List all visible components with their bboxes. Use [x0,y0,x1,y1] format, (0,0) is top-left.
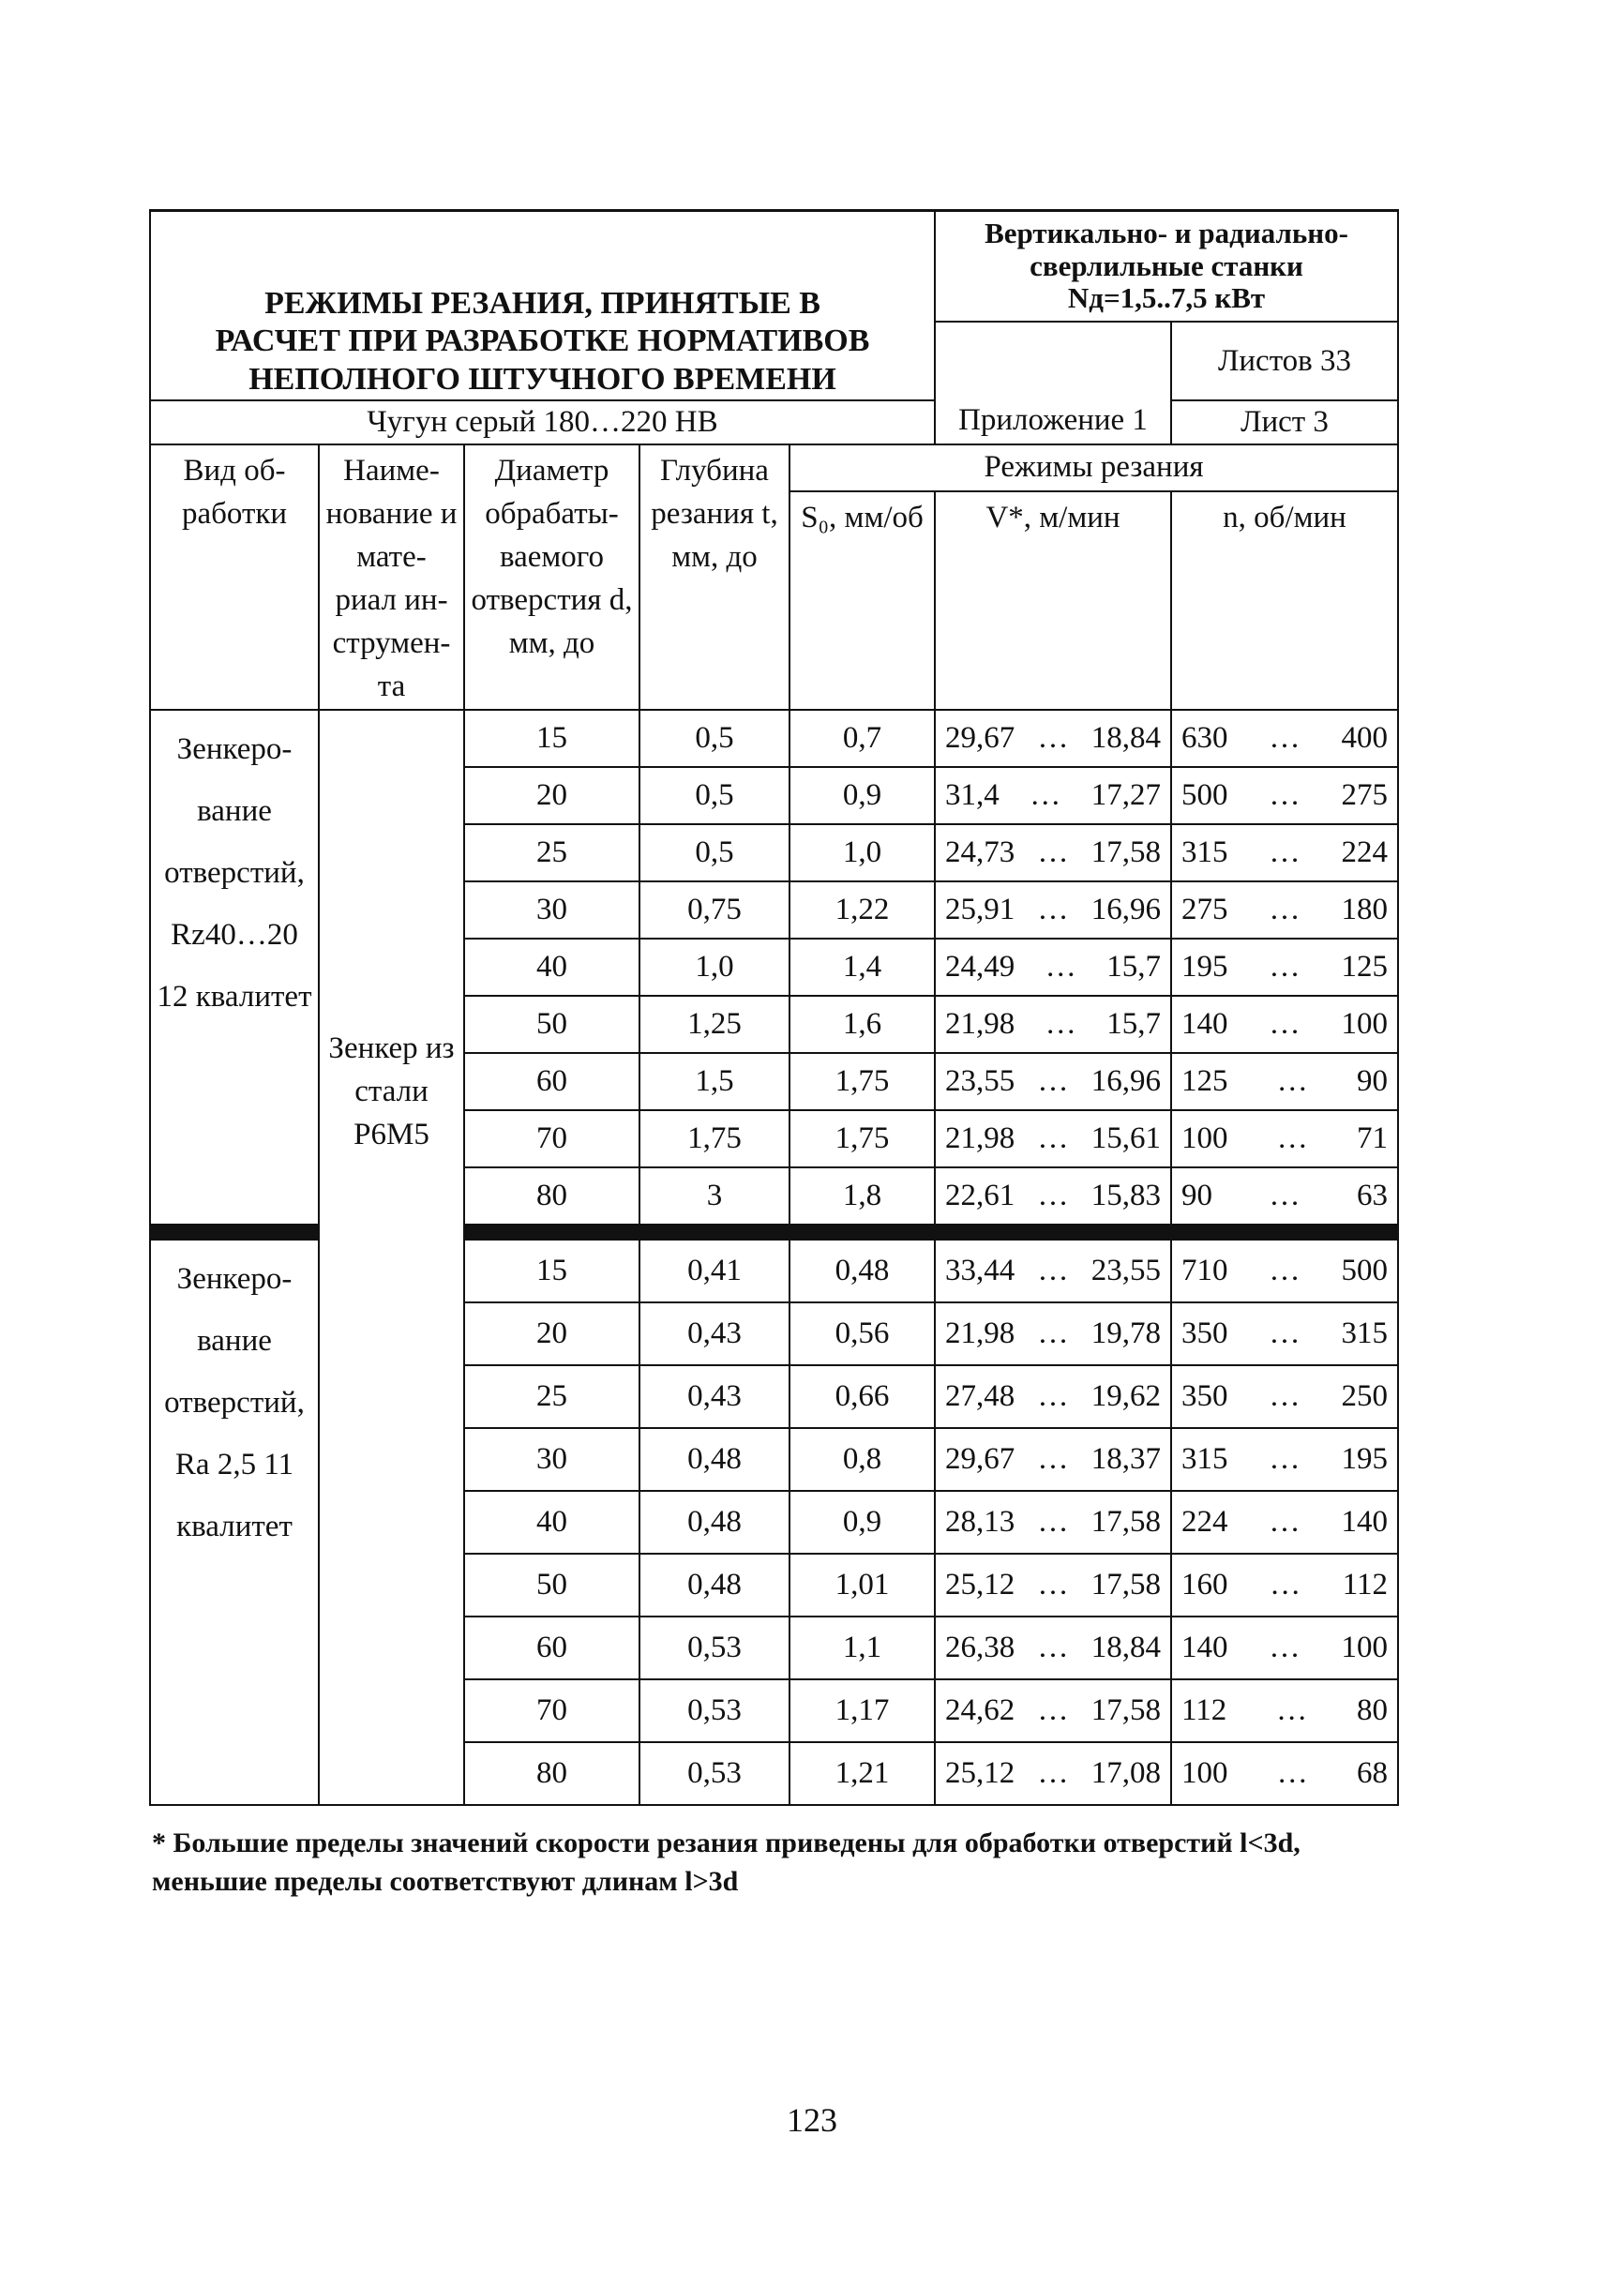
feed-cell: 0,9 [789,1491,935,1554]
feed-cell: 1,75 [789,1053,935,1110]
speed-cell-max: 21,98 [945,1120,1015,1155]
rpm-cell-min: 500 [1341,1253,1388,1287]
range-dots: … [1037,1063,1069,1098]
speed-cell [935,1679,1171,1742]
range-dots: … [1269,835,1301,869]
rpm-cell-range [1178,1313,1391,1355]
col-header-rpm: n, об/мин [1171,491,1398,710]
speed-cell-min: 23,55 [1090,1253,1161,1287]
range-dots: … [1269,1253,1301,1287]
speed-cell-range [941,1003,1165,1045]
rpm-cell-min: 224 [1341,835,1388,869]
range-dots: … [1037,1692,1069,1727]
speed-cell-min: 17,58 [1090,835,1161,869]
feed-cell: 1,4 [789,939,935,996]
sheets-total: Листов 33 [1171,322,1398,400]
speed-cell-max: 28,13 [945,1504,1015,1539]
speed-cell-max: 22,61 [945,1178,1015,1212]
rpm-cell-range [1178,1376,1391,1418]
speed-cell-range [941,1501,1165,1543]
feed-cell: 0,9 [789,767,935,824]
feed-cell: 1,22 [789,881,935,939]
rpm-cell-max: 350 [1181,1316,1228,1350]
speed-cell [935,1053,1171,1110]
rpm-cell [1171,1365,1398,1428]
rpm-cell-range [1178,1175,1391,1217]
depth-cell: 1,75 [639,1110,789,1167]
rpm-cell-range [1178,1250,1391,1292]
rpm-cell-min: 125 [1341,949,1388,984]
feed-cell: 0,8 [789,1428,935,1491]
feed-cell: 1,1 [789,1617,935,1679]
rpm-cell-min: 315 [1341,1316,1388,1350]
rpm-cell-max: 350 [1181,1378,1228,1413]
speed-cell [935,824,1171,881]
speed-cell-min: 15,61 [1090,1120,1161,1155]
rpm-cell [1171,1167,1398,1225]
col-header-operation: Вид об- работки [150,444,319,710]
rpm-cell-max: 112 [1181,1692,1227,1727]
rpm-cell-range [1178,1564,1391,1606]
rpm-cell-range [1178,717,1391,760]
depth-cell: 1,25 [639,996,789,1053]
feed-cell: 1,75 [789,1110,935,1167]
rpm-cell-range [1178,1752,1391,1795]
speed-cell [935,939,1171,996]
diameter-cell: 80 [464,1742,639,1805]
diameter-cell: 40 [464,939,639,996]
rpm-cell [1171,710,1398,767]
depth-cell: 0,48 [639,1554,789,1617]
range-dots: … [1037,1120,1069,1155]
rpm-cell-range [1178,1118,1391,1160]
speed-cell [935,1240,1171,1302]
footnote [152,1824,1408,1902]
cutting-modes-table [149,209,1399,1806]
rpm-cell [1171,1110,1398,1167]
speed-cell [935,1617,1171,1679]
speed-cell-max: 21,98 [945,1316,1015,1350]
speed-cell-max: 25,91 [945,892,1015,926]
depth-cell: 0,43 [639,1302,789,1365]
range-dots: … [1276,1063,1308,1098]
speed-cell [935,1491,1171,1554]
speed-cell-max: 23,55 [945,1063,1015,1098]
feed-cell: 1,0 [789,824,935,881]
depth-cell: 0,53 [639,1617,789,1679]
operation-type-cell: Зенкеро- вание отверстий, Ra 2,5 11 квалитет [150,1240,319,1805]
speed-cell [935,767,1171,824]
speed-cell-range [941,1250,1165,1292]
rpm-cell-min: 275 [1341,777,1388,812]
rpm-cell [1171,1617,1398,1679]
diameter-cell: 20 [464,1302,639,1365]
range-dots: … [1037,1755,1069,1790]
tool-material-label: Зенкер из стали Р6М5 [328,1031,455,1152]
speed-cell-min: 17,08 [1090,1755,1161,1790]
depth-cell: 0,41 [639,1240,789,1302]
speed-cell-max: 25,12 [945,1567,1015,1602]
appendix-label: Приложение 1 [935,322,1171,444]
feed-cell: 1,21 [789,1742,935,1805]
depth-cell: 0,5 [639,710,789,767]
col-header-cutting-modes: Режимы резания [789,444,1398,491]
operation-type-cell: Зенкеро- вание отверстий, Rz40…20 12 квалитет [150,710,319,1225]
rpm-cell-min: 140 [1341,1504,1388,1539]
col-header-diameter: Диаметр обрабаты- ваемого отверстия d, мм, до [464,444,639,710]
rpm-cell-max: 630 [1181,720,1228,755]
rpm-cell-max: 224 [1181,1504,1228,1539]
rpm-cell [1171,881,1398,939]
rpm-cell-max: 100 [1181,1755,1228,1790]
depth-cell: 1,0 [639,939,789,996]
rpm-cell-min: 250 [1341,1378,1388,1413]
rpm-cell-max: 125 [1181,1063,1228,1098]
speed-cell-range [941,1175,1165,1217]
feed-cell: 0,7 [789,710,935,767]
col-header-feed: S₀, мм/об [789,491,935,710]
rpm-cell [1171,1742,1398,1805]
range-dots: … [1270,1567,1301,1602]
feed-cell: 1,6 [789,996,935,1053]
rpm-cell-max: 315 [1181,1441,1228,1476]
range-dots: … [1269,892,1301,926]
depth-cell: 0,48 [639,1428,789,1491]
range-dots: … [1037,1316,1069,1350]
title-line-1: РЕЖИМЫ РЕЗАНИЯ, ПРИНЯТЫЕ В [264,285,820,321]
speed-cell-min: 15,7 [1106,1006,1161,1041]
speed-cell [935,710,1171,767]
speed-cell-min: 15,7 [1106,949,1161,984]
rpm-cell-min: 100 [1341,1630,1388,1664]
speed-cell-range [941,1376,1165,1418]
depth-cell: 0,48 [639,1491,789,1554]
range-dots: … [1269,777,1301,812]
rpm-cell-range [1178,1627,1391,1669]
rpm-cell [1171,824,1398,881]
speed-cell-min: 17,27 [1090,777,1161,812]
speed-cell [935,1428,1171,1491]
speed-cell [935,1742,1171,1805]
range-dots: … [1037,1378,1069,1413]
speed-cell-max: 27,48 [945,1378,1015,1413]
range-dots: … [1030,777,1061,812]
footnote-line-1: * Большие пределы значений скорости резания приведены для обработки отверстий l<3d, [152,1827,1301,1858]
speed-cell [935,996,1171,1053]
speed-cell-range [941,1752,1165,1795]
range-dots: … [1037,1630,1069,1664]
speed-cell-min: 16,96 [1090,892,1161,926]
range-dots: … [1037,1567,1069,1602]
rpm-cell-range [1178,832,1391,874]
range-dots: … [1037,720,1069,755]
col-header-depth: Глубина резания t, мм, до [639,444,789,710]
diameter-cell: 70 [464,1110,639,1167]
diameter-cell: 50 [464,996,639,1053]
rpm-cell-max: 710 [1181,1253,1228,1287]
speed-cell-range [941,717,1165,760]
speed-cell-range [941,775,1165,817]
depth-cell: 0,75 [639,881,789,939]
rpm-cell-max: 100 [1181,1120,1228,1155]
speed-cell-max: 29,67 [945,1441,1015,1476]
rpm-cell-range [1178,1060,1391,1103]
range-dots: … [1045,949,1076,984]
diameter-cell: 25 [464,1365,639,1428]
speed-cell-min: 17,58 [1090,1692,1161,1727]
rpm-cell [1171,1554,1398,1617]
speed-cell-min: 17,58 [1090,1504,1161,1539]
diameter-cell: 50 [464,1554,639,1617]
speed-cell-max: 24,49 [945,949,1015,984]
rpm-cell-min: 400 [1341,720,1388,755]
speed-cell-min: 18,84 [1090,1630,1161,1664]
material-label: Чугун серый 180…220 НВ [150,400,935,444]
diameter-cell: 30 [464,1428,639,1491]
speed-cell-max: 33,44 [945,1253,1015,1287]
speed-cell-range [941,1060,1165,1103]
speed-cell-min: 18,84 [1090,720,1161,755]
speed-cell [935,1167,1171,1225]
depth-cell: 0,5 [639,824,789,881]
speed-cell-max: 31,4 [945,777,1000,812]
rpm-cell [1171,1679,1398,1742]
page-number: 123 [787,2101,837,2139]
rpm-cell-min: 195 [1341,1441,1388,1476]
rpm-cell [1171,767,1398,824]
diameter-cell: 60 [464,1053,639,1110]
range-dots: … [1269,1178,1301,1212]
speed-cell-min: 19,78 [1090,1316,1161,1350]
diameter-cell: 80 [464,1167,639,1225]
feed-cell: 1,8 [789,1167,935,1225]
speed-cell [935,1365,1171,1428]
rpm-cell-max: 140 [1181,1006,1228,1041]
rpm-cell [1171,1491,1398,1554]
speed-cell-max: 24,62 [945,1692,1015,1727]
speed-cell-min: 16,96 [1090,1063,1161,1098]
machine-power: Nд=1,5..7,5 кВт [1067,281,1266,315]
rpm-cell-min: 112 [1342,1567,1388,1602]
machine-line-1: Вертикально- и радиально- [985,216,1348,249]
feed-cell: 0,66 [789,1365,935,1428]
machine-type-cell [935,211,1398,323]
tool-material-cell [319,710,464,1805]
range-dots: … [1037,835,1069,869]
rpm-cell-max: 315 [1181,835,1228,869]
speed-cell-range [941,832,1165,874]
depth-cell: 0,43 [639,1365,789,1428]
speed-cell-range [941,1627,1165,1669]
diameter-cell: 15 [464,710,639,767]
speed-cell-max: 29,67 [945,720,1015,755]
depth-cell: 3 [639,1167,789,1225]
range-dots: … [1269,720,1301,755]
speed-cell-range [941,946,1165,988]
range-dots: … [1037,1253,1069,1287]
diameter-cell: 40 [464,1491,639,1554]
rpm-cell-min: 63 [1357,1178,1388,1212]
col-header-tool: Наиме- нование и мате- риал ин- струмен- та [319,444,464,710]
speed-cell-min: 18,37 [1090,1441,1161,1476]
range-dots: … [1276,1755,1308,1790]
speed-cell [935,1554,1171,1617]
speed-cell-max: 21,98 [945,1006,1015,1041]
rpm-cell-range [1178,889,1391,931]
speed-cell-range [941,1564,1165,1606]
depth-cell: 0,5 [639,767,789,824]
diameter-cell: 15 [464,1240,639,1302]
range-dots: … [1269,1630,1301,1664]
speed-cell [935,1110,1171,1167]
speed-cell-min: 19,62 [1090,1378,1161,1413]
range-dots: … [1037,892,1069,926]
rpm-cell-max: 90 [1181,1178,1212,1212]
footnote-line-2: меньшие пределы соответствуют длинам l>3d [152,1866,739,1898]
rpm-cell-range [1178,1003,1391,1045]
speed-cell-max: 25,12 [945,1755,1015,1790]
rpm-cell-min: 68 [1357,1755,1388,1790]
title-line-3: НЕПОЛНОГО ШТУЧНОГО ВРЕМЕНИ [248,362,836,398]
separator-bar-left [150,1225,319,1240]
depth-cell: 1,5 [639,1053,789,1110]
rpm-cell [1171,1302,1398,1365]
speed-cell-range [941,1313,1165,1355]
rpm-cell-range [1178,1438,1391,1481]
range-dots: … [1037,1441,1069,1476]
rpm-cell-min: 100 [1341,1006,1388,1041]
range-dots: … [1276,1692,1308,1727]
rpm-cell-min: 80 [1357,1692,1388,1727]
diameter-cell: 20 [464,767,639,824]
rpm-cell [1171,1428,1398,1491]
feed-cell: 0,56 [789,1302,935,1365]
feed-cell: 0,48 [789,1240,935,1302]
rpm-cell-range [1178,1501,1391,1543]
speed-cell [935,1302,1171,1365]
range-dots: … [1037,1504,1069,1539]
speed-cell-range [941,889,1165,931]
range-dots: … [1269,1378,1301,1413]
rpm-cell-min: 71 [1357,1120,1388,1155]
range-dots: … [1269,1316,1301,1350]
range-dots: … [1037,1178,1069,1212]
depth-cell: 0,53 [639,1679,789,1742]
rpm-cell-max: 140 [1181,1630,1228,1664]
separator-bar-right [464,1225,1398,1240]
rpm-cell [1171,939,1398,996]
rpm-cell-min: 90 [1357,1063,1388,1098]
diameter-cell: 60 [464,1617,639,1679]
diameter-cell: 70 [464,1679,639,1742]
range-dots: … [1269,949,1301,984]
range-dots: … [1269,1441,1301,1476]
speed-cell-range [941,1438,1165,1481]
rpm-cell-max: 195 [1181,949,1228,984]
diameter-cell: 25 [464,824,639,881]
col-header-speed: V*, м/мин [935,491,1171,710]
range-dots: … [1269,1504,1301,1539]
rpm-cell-max: 275 [1181,892,1228,926]
depth-cell: 0,53 [639,1742,789,1805]
range-dots: … [1276,1120,1308,1155]
cutting-modes-table-container [149,209,1397,1790]
feed-cell: 1,17 [789,1679,935,1742]
speed-cell-max: 24,73 [945,835,1015,869]
range-dots: … [1269,1006,1301,1041]
table-title [150,211,935,401]
machine-line-2: сверлильные станки [1030,248,1303,282]
rpm-cell-max: 160 [1181,1567,1228,1602]
rpm-cell-range [1178,775,1391,817]
speed-cell [935,881,1171,939]
sheet-number: Лист 3 [1171,400,1398,444]
feed-cell: 1,01 [789,1554,935,1617]
speed-cell-max: 26,38 [945,1630,1015,1664]
rpm-cell-range [1178,946,1391,988]
diameter-cell: 30 [464,881,639,939]
rpm-cell-range [1178,1690,1391,1732]
rpm-cell [1171,996,1398,1053]
rpm-cell [1171,1240,1398,1302]
table-body [150,211,1398,1805]
table-row [150,710,1398,767]
rpm-cell-max: 500 [1181,777,1228,812]
rpm-cell [1171,1053,1398,1110]
speed-cell-min: 17,58 [1090,1567,1161,1602]
speed-cell-min: 15,83 [1090,1178,1161,1212]
rpm-cell-min: 180 [1341,892,1388,926]
range-dots: … [1045,1006,1076,1041]
speed-cell-range [941,1690,1165,1732]
speed-cell-range [941,1118,1165,1160]
title-line-2: РАСЧЕТ ПРИ РАЗРАБОТКЕ НОРМАТИВОВ [215,323,870,359]
